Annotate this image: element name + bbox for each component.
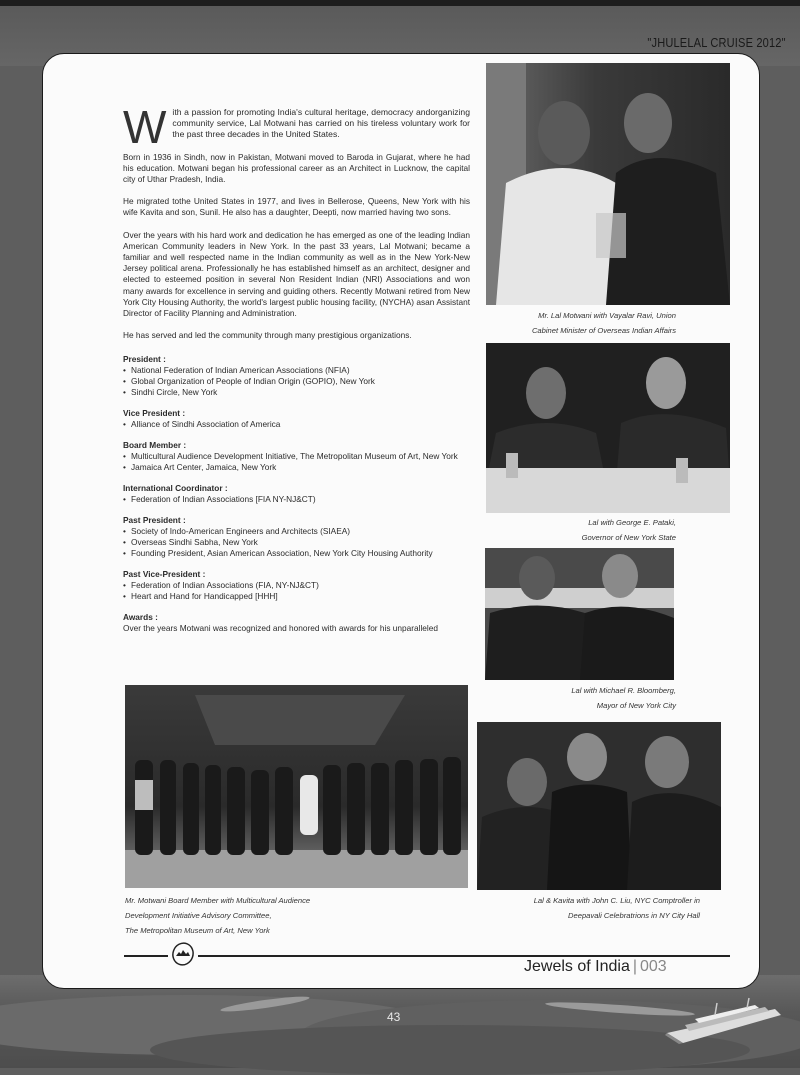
photo-john-liu: [477, 722, 721, 890]
article-paragraph: Over the years with his hard work and dedication he has emerged as one of the leading Indian American Community leaders in New York. In the past 33 years, Lal Motwani; became a familiar and well respected name in the Indian community as well as in the New York-New Jersey political arena. Professionally he has established himself as an architect, designer and elected to esteemed position in several Non Resident Indian (NRI) Associations and won many awards for excellence in serving and guiding others. Recently Motwani retired from New York City Housing Authority, the world's largest public housing facility, (NYCHA) asan Assistant Director of Facility Planning and Administration.: [123, 229, 470, 319]
cruise-ship-icon: [665, 995, 785, 1045]
article-paragraph: He migrated tothe United States in 1977, and lives in Bellerose, Queens, New York with his wife Kavita and son, Sunil. He also has a daughter, Deepti, now married having two sons.: [123, 196, 470, 218]
footer-rule: [124, 955, 168, 957]
photo-placeholder-icon: [485, 548, 674, 680]
photo-vayalar-ravi: [486, 63, 730, 305]
photo-placeholder-icon: [477, 722, 721, 890]
photo-george-pataki: [486, 343, 730, 513]
article-paragraph: He has served and led the community through many prestigious organizations.: [123, 330, 412, 341]
list-item: • Federation of Indian Associations (FIA, NY-NJ&CT): [123, 580, 470, 591]
section-page-number: 003: [640, 958, 667, 975]
photo-caption: Lal with George E. Pataki, Governor of New York State: [581, 518, 676, 542]
section-heading: Past Vice-President :: [123, 569, 206, 580]
photo-placeholder-icon: [125, 685, 468, 888]
publication-header: "JHULELAL CRUISE 2012": [647, 35, 786, 50]
list-item: • Federation of Indian Associations [FIA NY-NJ&CT): [123, 494, 470, 505]
article-paragraph: Born in 1936 in Sindh, now in Pakistan, Motwani moved to Baroda in Gujarat, where he had his education. Motwani began his professional career as an Architect in Lucknow, the capital city of Uthar Pradesh, India.: [123, 151, 470, 185]
footer-rule: [198, 955, 730, 957]
section-board-member: [123, 440, 470, 473]
section-vice-president: [123, 408, 470, 430]
photo-placeholder-icon: [486, 63, 730, 305]
section-heading: International Coordinator :: [123, 483, 228, 494]
list-item: • Heart and Hand for Handicapped [HHH]: [123, 591, 470, 602]
list-item: • Jamaica Art Center, Jamaica, New York: [123, 462, 470, 473]
section-heading: Vice President :: [123, 408, 186, 419]
photo-caption: Mr. Motwani Board Member with Multicultural Audience Development Initiative Advisory Committee, The Metropolitan Museum of Art, New York: [125, 896, 311, 935]
photo-caption: Lal with Michael R. Bloomberg, Mayor of New York City: [571, 686, 676, 710]
section-international-coordinator: [123, 483, 470, 505]
page-number: 43: [387, 1010, 401, 1024]
section-past-president: [123, 515, 470, 559]
article-body: [123, 101, 470, 645]
list-item: • Society of Indo-American Engineers and Architects (SIAEA): [123, 526, 470, 537]
dropcap: W: [123, 101, 167, 153]
photo-placeholder-icon: [486, 343, 730, 513]
section-awards: [123, 612, 470, 634]
list-item: • Overseas Sindhi Sabha, New York: [123, 537, 470, 548]
list-item: • Multicultural Audience Development Initiative, The Metropolitan Museum of Art, New York: [123, 451, 470, 462]
publication-logo-icon: [170, 941, 196, 967]
list-item: • Founding President, Asian American Association, New York City Housing Authority: [123, 548, 470, 559]
awards-text: Over the years Motwani was recognized and honored with awards for his unparalleled: [123, 623, 438, 634]
photo-museum-committee: [125, 685, 468, 888]
section-president: [123, 354, 470, 398]
photo-caption: Mr. Lal Motwani with Vayalar Ravi, Union Cabinet Minister of Overseas Indian Affairs: [531, 311, 676, 335]
list-item: • Global Organization of People of Indian Origin (GOPIO), New York: [123, 376, 470, 387]
section-heading: President :: [123, 354, 166, 365]
list-item: • Sindhi Circle, New York: [123, 387, 470, 398]
section-heading: Board Member :: [123, 440, 187, 451]
list-item: • National Federation of Indian American Associations (NFIA): [123, 365, 470, 376]
article-intro: With a passion for promoting India's cultural heritage, democracy andorganizing community service, Lal Motwani has carried on his tireless voluntary work for the past three decades in the United States.: [123, 101, 470, 153]
section-heading: Past President :: [123, 515, 186, 526]
photo-michael-bloomberg: [485, 548, 674, 680]
section-heading: Awards :: [123, 612, 158, 623]
footer-publication: Jewels of India | 003: [524, 958, 667, 975]
section-past-vice-president: [123, 569, 470, 602]
photo-caption: Lal & Kavita with John C. Liu, NYC Comptroller in Deepavali Celebratrions in NY City Hall: [533, 896, 700, 920]
list-item: • Alliance of Sindhi Association of America: [123, 419, 470, 430]
